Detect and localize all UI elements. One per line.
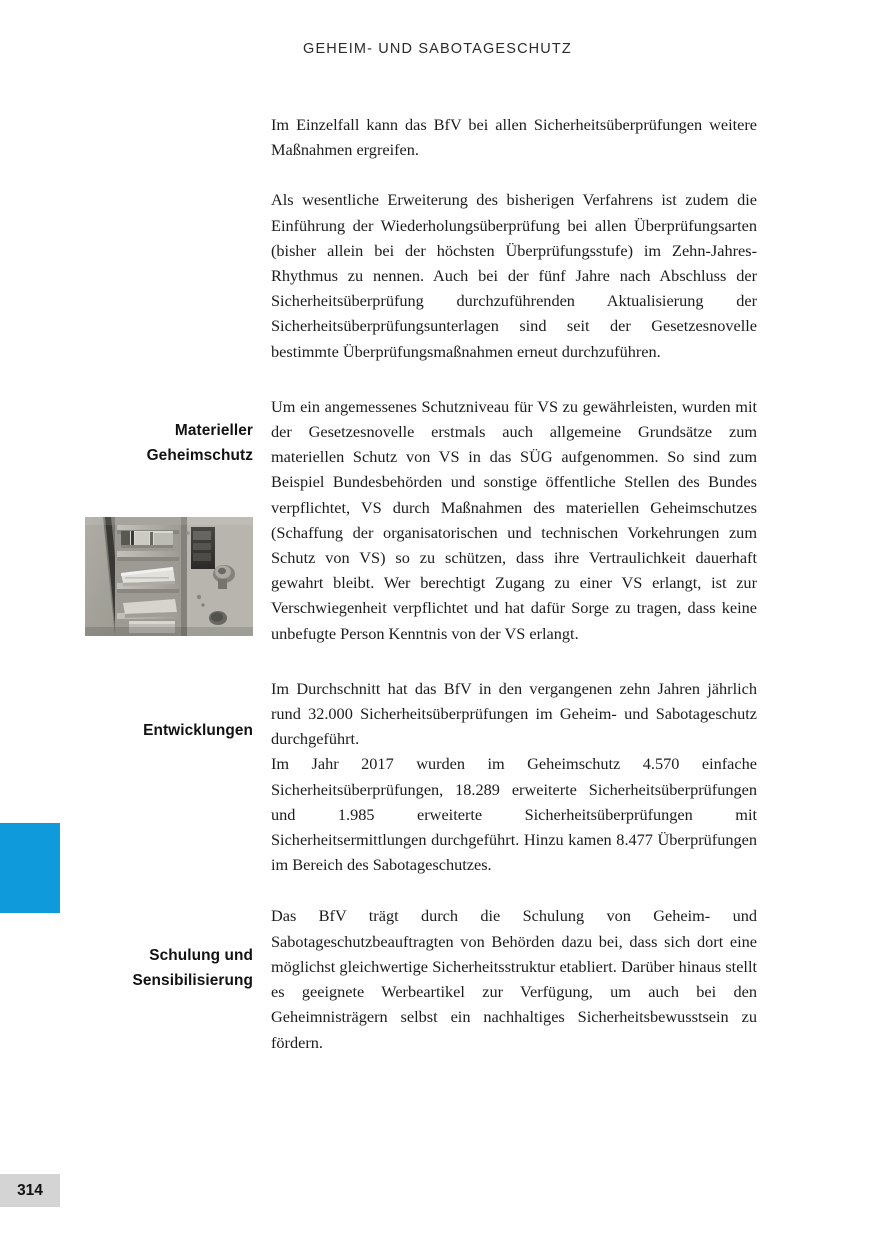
chapter-thumb-tab xyxy=(0,823,60,913)
paragraph: Im Einzelfall kann das BfV bei allen Sicherheitsüberprüfungen weitere Maßnahmen ergreifen. xyxy=(271,115,757,160)
paragraph: Um ein angemessenes Schutzniveau für VS zu gewährleisten, wurden mit der Gesetzesnovelle erstmals auch allgemeine Grundsätze zum materiellen Schutz von VS in das SÜG aufgenommen. So sind zum Beispiel Bundesbehörden und sonstige öffentliche Stellen des Bundes verpflichtet, VS durch Maßnahmen des materiellen Geheimschutzes (Schaffung der organisatorischen und technischen Vorkehrungen zum Schutz von VS) so zu schützen, dass ihre Vertraulichkeit dauerhaft gewahrt bleibt. Wer berechtigt Zugang zu einer VS erlangt, ist zur Verschwiegenheit verpflichtet und hat dafür Sorge zu tragen, dass keine unbefugte Person Kenntnis von der VS erlangt. xyxy=(271,396,757,643)
photo-secure-cabinet xyxy=(85,517,253,636)
paragraph-spacer xyxy=(271,162,757,187)
paragraph: Als wesentliche Erweiterung des bisherigen Verfahrens ist zudem die Einführung der Wiederholungsüberprüfung bei allen Überprüfungsarten (bisher allein bei der höchsten Überprüfungsstufe) im Zehn-Jahres-Rhythmus zu nennen. Auch bei der fünf Jahre nach Abschluss der Sicherheitsüberprüfung durchzuführenden Aktualisierung der Sicherheitsüberprüfungsunterlagen sind seit der Gesetzesnovelle bestimmte Überprüfungsmaßnahmen erneut durchzuführen. xyxy=(271,190,757,361)
margin-note-line: Geheimschutz xyxy=(146,446,253,464)
section-spacer xyxy=(271,364,757,394)
section-spacer xyxy=(271,646,757,676)
margin-note-line: Materieller xyxy=(174,422,253,439)
margin-note-schulung-sensibilisierung xyxy=(28,944,253,993)
section-spacer xyxy=(271,877,757,903)
paragraph: Im Durchschnitt hat das BfV in den vergangenen zehn Jahren jährlich rund 32.000 Sicherheitsüberprüfungen im Geheim- und Sabotageschutz durchgeführt. xyxy=(271,678,757,749)
margin-note-line: Sensibilisierung xyxy=(132,971,253,989)
margin-note-entwicklungen xyxy=(28,719,253,744)
main-text-column xyxy=(271,112,757,1055)
margin-note-materieller-geheimschutz xyxy=(28,419,253,468)
paragraph: Das BfV trägt durch die Schulung von Geheim- und Sabotageschutzbeauftragten von Behörden dazu bei, dass sich dort eine möglichst gleichwertige Sicherheitsstruktur etabliert. Darüber hinaus stellt es geeignete Werbeartikel zur Verfügung, um auch bei den Geheimnisträgern selbst ein nachhaltiges Sicherheitsbewusstsein zu fördern. xyxy=(271,906,757,1052)
margin-note-line: Entwicklungen xyxy=(143,722,253,739)
page-number: 314 xyxy=(0,1174,60,1207)
photo-secure-cabinet-graphic xyxy=(85,517,253,636)
paragraph: Im Jahr 2017 wurden im Geheimschutz 4.570 einfache Sicherheitsüberprüfungen, 18.289 erweiterte Sicherheitsüberprüfungen und 1.985 erweiterte Sicherheitsüberprüfungen mit Sicherheitsermittlungen durchgeführt. Hinzu kamen 8.477 Überprüfungen im Bereich des Sabotageschutzes. xyxy=(271,754,757,875)
margin-note-line: Schulung und xyxy=(149,947,253,964)
running-head: GEHEIM- UND SABOTAGESCHUTZ xyxy=(303,41,572,57)
